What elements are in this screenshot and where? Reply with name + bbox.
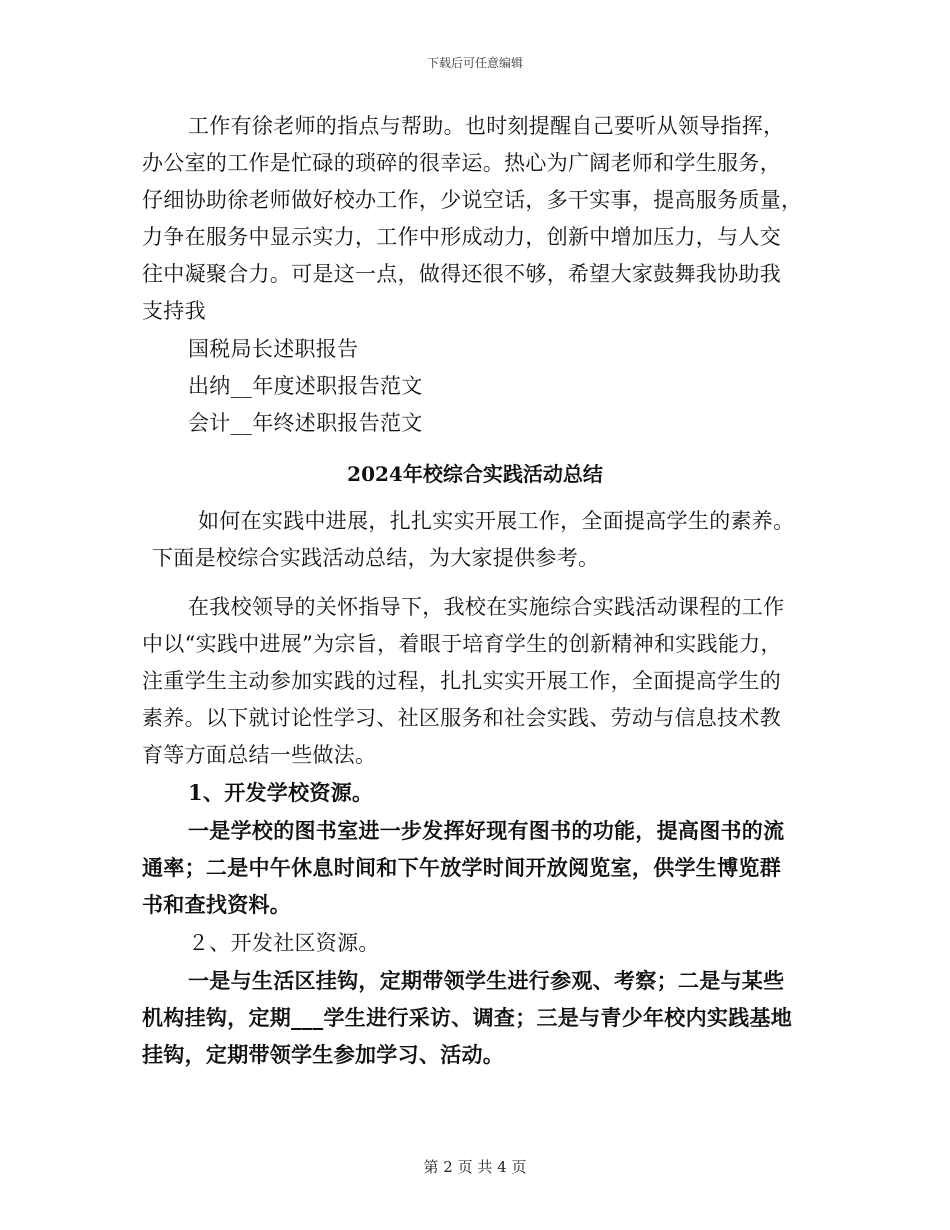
paragraph-line: 注重学生主动参加实践的过程，扎扎实实开展工作，全面提高学生的 xyxy=(142,669,781,693)
paragraph-line: 在我校领导的关怀指导下，我校在实施综合实践活动课程的工作 xyxy=(188,595,785,619)
paragraph-line: 素养。以下就讨论性学习、社区服务和社会实践、劳动与信息技术教 xyxy=(142,706,781,730)
body-line: 力争在服务中显示实力，工作中形成动力，创新中增加压力，与人交 xyxy=(142,225,781,249)
paragraph-line: 一是与生活区挂钩，定期带领学生进行参观、考察；二是与某些 xyxy=(188,968,785,993)
intro-line: 下面是校综合实践活动总结，为大家提供参考。 xyxy=(152,546,600,570)
paragraph-line: 挂钩，定期带领学生参加学习、活动。 xyxy=(142,1042,505,1067)
paragraph-line: 机构挂钩，定期___学生进行采访、调查；三是与青少年校内实践基地 xyxy=(142,1005,793,1030)
related-item: 会计__年终述职报告范文 xyxy=(188,411,423,435)
section-heading: ２、开发社区资源。 xyxy=(188,931,380,955)
page-number: 第 2 页 共 4 页 xyxy=(423,1158,527,1176)
body-line: 支持我 xyxy=(142,299,206,323)
paragraph-line: 中以“实践中进展”为宗旨，着眼于培育学生的创新精神和实践能力， xyxy=(142,632,782,656)
body-line: 仔细协助徐老师做好校办工作，少说空话，多干实事，提高服务质量， xyxy=(142,188,803,212)
article-title: 2024年校综合实践活动总结 xyxy=(347,462,603,486)
related-item: 国税局长述职报告 xyxy=(188,337,359,361)
paragraph-line: 通率；二是中午休息时间和下午放学时间开放阅览室，供学生博览群 xyxy=(142,855,781,880)
body-line: 工作有徐老师的指点与帮助。也时刻提醒自己要听从领导指挥， xyxy=(188,114,785,138)
paragraph-line: 一是学校的图书室进一步发挥好现有图书的功能，提高图书的流 xyxy=(188,818,785,843)
section-heading: 1、开发学校资源。 xyxy=(188,780,374,805)
intro-line: 如何在实践中进展，扎扎实实开展工作，全面提高学生的素养。 xyxy=(198,509,795,533)
header-note: 下载后可任意编辑 xyxy=(426,56,523,70)
paragraph-line: 育等方面总结一些做法。 xyxy=(142,743,377,767)
paragraph-line: 书和查找资料。 xyxy=(142,892,292,917)
body-line: 办公室的工作是忙碌的琐碎的很幸运。热心为广阔老师和学生服务， xyxy=(142,151,781,175)
body-line: 往中凝聚合力。可是这一点，做得还很不够，希望大家鼓舞我协助我 xyxy=(142,262,781,286)
related-item: 出纳__年度述职报告范文 xyxy=(188,374,423,398)
